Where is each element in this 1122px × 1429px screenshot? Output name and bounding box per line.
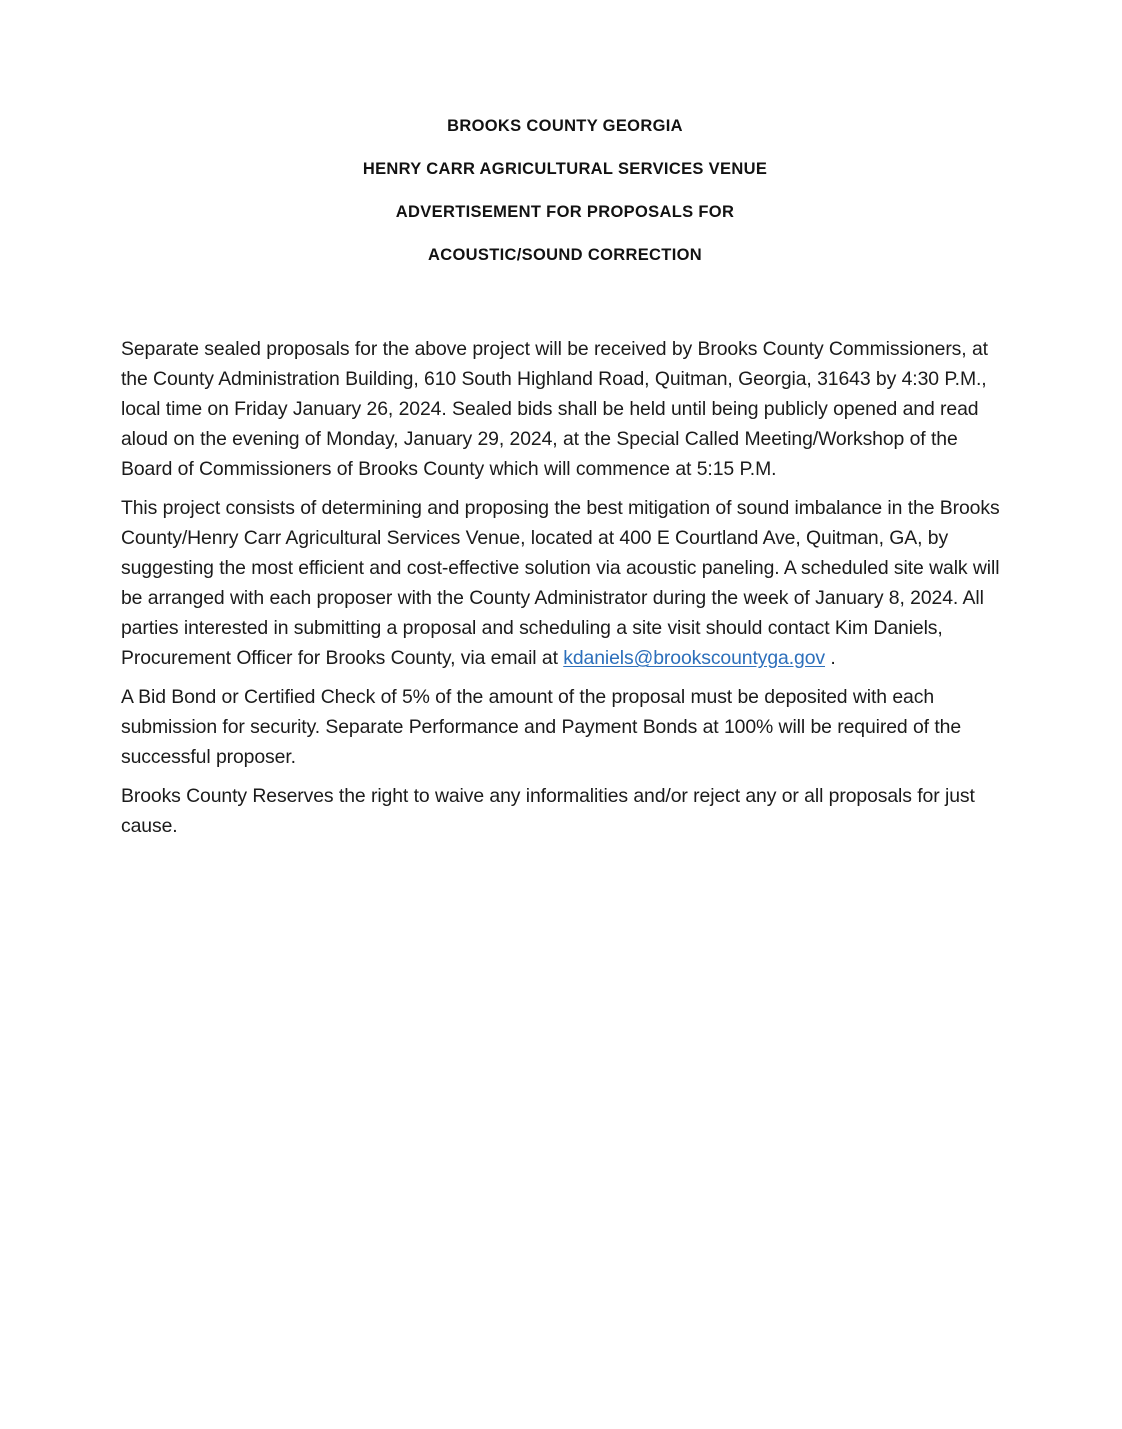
document-body [121,334,1009,841]
paragraph-project-scope [121,493,1009,673]
paragraph-submission-details: Separate sealed proposals for the above project will be received by Brooks County Commissioners, at the County Administration Building, 610 South Highland Road, Quitman, Georgia, 31643 by 4:30 P.M., local time on Friday January 26, 2024. Sealed bids shall be held until being publicly opened and read aloud on the evening of Monday, January 29, 2024, at the Special Called Meeting/Workshop of the Board of Commissioners of Brooks County which will commence at 5:15 P.M. [121,338,988,480]
paragraph-project-scope-tail: . [825,647,836,669]
document-heading-block [0,118,1122,264]
heading-line-county: BROOKS COUNTY GEORGIA [447,117,683,135]
paragraph-reservation-of-rights: Brooks County Reserves the right to waive any informalities and/or reject any or all proposals for just cause. [121,785,975,837]
procurement-email-link[interactable]: kdaniels@brookscountyga.gov [563,647,826,669]
paragraph-bond-requirements: A Bid Bond or Certified Check of 5% of the amount of the proposal must be deposited with each submission for security. Separate Performance and Payment Bonds at 100% will be required of the successful proposer. [121,686,962,768]
heading-line-advertisement: ADVERTISEMENT FOR PROPOSALS FOR [395,203,735,221]
heading-line-venue: HENRY CARR AGRICULTURAL SERVICES VENUE [362,160,768,178]
heading-line-subject: ACOUSTIC/SOUND CORRECTION [427,246,703,264]
paragraph-project-scope-text: This project consists of determining and proposing the best mitigation of sound imbalance in the Brooks County/Henry Carr Agricultural Services Venue, located at 400 E Courtland Ave, Quitman, GA, by suggesting the most efficient and cost-effective solution via acoustic paneling. A scheduled site walk will be arranged with each proposer with the County Administrator during the week of January 8, 2024. All parties interested in submitting a proposal and scheduling a site visit should contact Kim Daniels, Procurement Officer for Brooks County, via email at [121,497,1000,669]
